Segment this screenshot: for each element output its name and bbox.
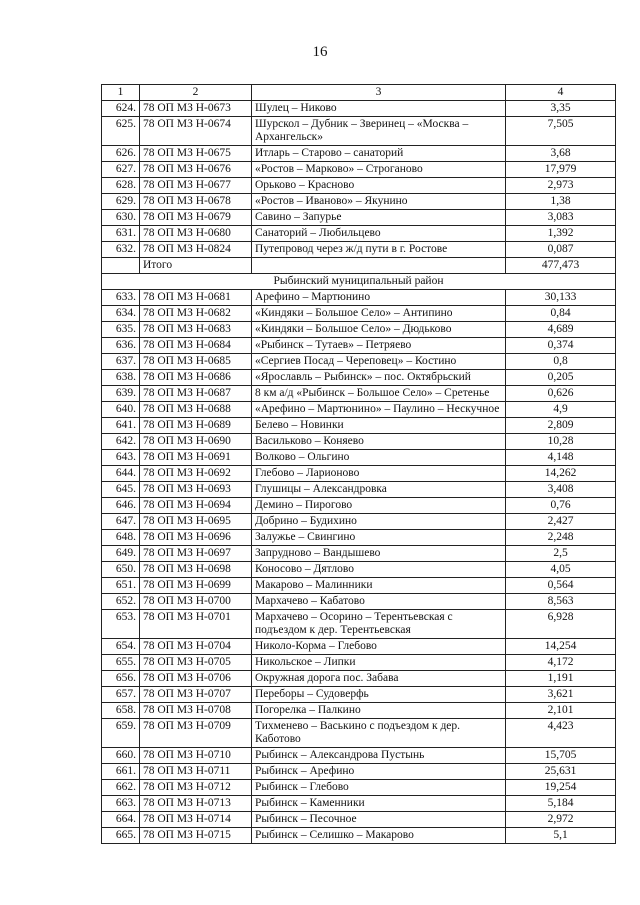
table-row bbox=[102, 546, 616, 562]
road-name: «Киндяки – Большое Село» – Антипино bbox=[252, 306, 506, 322]
road-length: 0,76 bbox=[506, 498, 616, 514]
row-number: 629. bbox=[102, 194, 140, 210]
road-length: 2,101 bbox=[506, 703, 616, 719]
table-row bbox=[102, 162, 616, 178]
table-row bbox=[102, 402, 616, 418]
road-name: Рыбинск – Александрова Пустынь bbox=[252, 748, 506, 764]
row-number: 648. bbox=[102, 530, 140, 546]
road-name: Рыбинск – Глебово bbox=[252, 780, 506, 796]
road-length: 3,083 bbox=[506, 210, 616, 226]
road-length: 0,564 bbox=[506, 578, 616, 594]
total-row bbox=[102, 258, 616, 274]
road-name: Рыбинск – Песочное bbox=[252, 812, 506, 828]
road-length: 6,928 bbox=[506, 610, 616, 639]
road-id: 78 ОП МЗ Н-0707 bbox=[140, 687, 252, 703]
roads-table-body bbox=[102, 85, 616, 844]
road-id: 78 ОП МЗ Н-0698 bbox=[140, 562, 252, 578]
road-length: 1,38 bbox=[506, 194, 616, 210]
road-name: Залужье – Свингино bbox=[252, 530, 506, 546]
road-length: 1,392 bbox=[506, 226, 616, 242]
road-length: 14,254 bbox=[506, 639, 616, 655]
road-name: Рыбинск – Каменники bbox=[252, 796, 506, 812]
row-number: 640. bbox=[102, 402, 140, 418]
road-length: 0,8 bbox=[506, 354, 616, 370]
road-length: 0,374 bbox=[506, 338, 616, 354]
road-length: 5,1 bbox=[506, 828, 616, 844]
road-name: Волково – Ольгино bbox=[252, 450, 506, 466]
road-name: Мархачево – Осорино – Терентьевская с подъездом к дер. Терентьевская bbox=[252, 610, 506, 639]
road-length: 3,68 bbox=[506, 146, 616, 162]
road-id: 78 ОП МЗ Н-0686 bbox=[140, 370, 252, 386]
road-id: 78 ОП МЗ Н-0675 bbox=[140, 146, 252, 162]
total-spacer bbox=[102, 258, 140, 274]
road-length: 2,809 bbox=[506, 418, 616, 434]
table-row bbox=[102, 719, 616, 748]
row-number: 628. bbox=[102, 178, 140, 194]
road-name: Коносово – Дятлово bbox=[252, 562, 506, 578]
road-id: 78 ОП МЗ Н-0685 bbox=[140, 354, 252, 370]
road-id: 78 ОП МЗ Н-0691 bbox=[140, 450, 252, 466]
row-number: 654. bbox=[102, 639, 140, 655]
road-id: 78 ОП МЗ Н-0701 bbox=[140, 610, 252, 639]
roads-table bbox=[101, 84, 616, 844]
table-row bbox=[102, 418, 616, 434]
road-length: 5,184 bbox=[506, 796, 616, 812]
row-number: 665. bbox=[102, 828, 140, 844]
total-label: Итого bbox=[140, 258, 252, 274]
row-number: 644. bbox=[102, 466, 140, 482]
road-length: 17,979 bbox=[506, 162, 616, 178]
table-row bbox=[102, 354, 616, 370]
road-id: 78 ОП МЗ Н-0711 bbox=[140, 764, 252, 780]
road-name: Арефино – Мартюнино bbox=[252, 290, 506, 306]
row-number: 627. bbox=[102, 162, 140, 178]
road-name: Санаторий – Любильцево bbox=[252, 226, 506, 242]
road-name: Васильково – Коняево bbox=[252, 434, 506, 450]
row-number: 649. bbox=[102, 546, 140, 562]
road-length: 2,972 bbox=[506, 812, 616, 828]
table-row bbox=[102, 828, 616, 844]
table-row bbox=[102, 687, 616, 703]
table-row bbox=[102, 242, 616, 258]
table-row bbox=[102, 594, 616, 610]
road-length: 2,427 bbox=[506, 514, 616, 530]
road-id: 78 ОП МЗ Н-0677 bbox=[140, 178, 252, 194]
road-length: 14,262 bbox=[506, 466, 616, 482]
section-row bbox=[102, 274, 616, 290]
table-row bbox=[102, 812, 616, 828]
road-name: 8 км а/д «Рыбинск – Большое Село» – Сретенье bbox=[252, 386, 506, 402]
road-length: 4,9 bbox=[506, 402, 616, 418]
row-number: 631. bbox=[102, 226, 140, 242]
header-cell: 1 bbox=[102, 85, 140, 101]
road-name: Шурскол – Дубник – Зверинец – «Москва – Архангельск» bbox=[252, 117, 506, 146]
road-length: 0,087 bbox=[506, 242, 616, 258]
road-name: «Ярославль – Рыбинск» – пос. Октябрьский bbox=[252, 370, 506, 386]
section-title: Рыбинский муниципальный район bbox=[102, 274, 616, 290]
table-row bbox=[102, 117, 616, 146]
table-header-row bbox=[102, 85, 616, 101]
row-number: 659. bbox=[102, 719, 140, 748]
table-row bbox=[102, 146, 616, 162]
table-row bbox=[102, 322, 616, 338]
road-length: 2,248 bbox=[506, 530, 616, 546]
row-number: 633. bbox=[102, 290, 140, 306]
road-name: Запрудново – Вандышево bbox=[252, 546, 506, 562]
road-id: 78 ОП МЗ Н-0696 bbox=[140, 530, 252, 546]
road-name: Рыбинск – Арефино bbox=[252, 764, 506, 780]
row-number: 639. bbox=[102, 386, 140, 402]
header-cell: 3 bbox=[252, 85, 506, 101]
road-id: 78 ОП МЗ Н-0715 bbox=[140, 828, 252, 844]
road-length: 0,205 bbox=[506, 370, 616, 386]
road-id: 78 ОП МЗ Н-0710 bbox=[140, 748, 252, 764]
table-row bbox=[102, 514, 616, 530]
road-id: 78 ОП МЗ Н-0683 bbox=[140, 322, 252, 338]
row-number: 650. bbox=[102, 562, 140, 578]
road-name: Путепровод через ж/д пути в г. Ростове bbox=[252, 242, 506, 258]
total-value: 477,473 bbox=[506, 258, 616, 274]
road-id: 78 ОП МЗ Н-0706 bbox=[140, 671, 252, 687]
road-name: Шулец – Никово bbox=[252, 101, 506, 117]
row-number: 630. bbox=[102, 210, 140, 226]
row-number: 643. bbox=[102, 450, 140, 466]
road-length: 3,408 bbox=[506, 482, 616, 498]
road-id: 78 ОП МЗ Н-0674 bbox=[140, 117, 252, 146]
road-length: 4,172 bbox=[506, 655, 616, 671]
road-id: 78 ОП МЗ Н-0684 bbox=[140, 338, 252, 354]
table-row bbox=[102, 482, 616, 498]
table-row bbox=[102, 703, 616, 719]
row-number: 632. bbox=[102, 242, 140, 258]
row-number: 624. bbox=[102, 101, 140, 117]
table-row bbox=[102, 562, 616, 578]
road-id: 78 ОП МЗ Н-0705 bbox=[140, 655, 252, 671]
table-row bbox=[102, 101, 616, 117]
table-row bbox=[102, 748, 616, 764]
road-name: Глушицы – Александровка bbox=[252, 482, 506, 498]
road-length: 3,621 bbox=[506, 687, 616, 703]
road-name: Глебово – Ларионово bbox=[252, 466, 506, 482]
road-length: 8,563 bbox=[506, 594, 616, 610]
table-row bbox=[102, 306, 616, 322]
table-row bbox=[102, 796, 616, 812]
road-name: Мархачево – Кабатово bbox=[252, 594, 506, 610]
table-row bbox=[102, 655, 616, 671]
row-number: 655. bbox=[102, 655, 140, 671]
row-number: 662. bbox=[102, 780, 140, 796]
table-row bbox=[102, 338, 616, 354]
row-number: 651. bbox=[102, 578, 140, 594]
road-name: Демино – Пирогово bbox=[252, 498, 506, 514]
road-id: 78 ОП МЗ Н-0700 bbox=[140, 594, 252, 610]
table-row bbox=[102, 386, 616, 402]
road-length: 30,133 bbox=[506, 290, 616, 306]
row-number: 636. bbox=[102, 338, 140, 354]
table-row bbox=[102, 194, 616, 210]
road-id: 78 ОП МЗ Н-0690 bbox=[140, 434, 252, 450]
road-id: 78 ОП МЗ Н-0681 bbox=[140, 290, 252, 306]
road-name: «Ростов – Марково» – Строганово bbox=[252, 162, 506, 178]
road-length: 10,28 bbox=[506, 434, 616, 450]
row-number: 646. bbox=[102, 498, 140, 514]
road-id: 78 ОП МЗ Н-0697 bbox=[140, 546, 252, 562]
road-id: 78 ОП МЗ Н-0708 bbox=[140, 703, 252, 719]
road-name: «Киндяки – Большое Село» – Дюдьково bbox=[252, 322, 506, 338]
table-row bbox=[102, 434, 616, 450]
row-number: 652. bbox=[102, 594, 140, 610]
row-number: 635. bbox=[102, 322, 140, 338]
row-number: 657. bbox=[102, 687, 140, 703]
row-number: 653. bbox=[102, 610, 140, 639]
road-name: «Рыбинск – Тутаев» – Петряево bbox=[252, 338, 506, 354]
table-row bbox=[102, 466, 616, 482]
table-row bbox=[102, 764, 616, 780]
row-number: 647. bbox=[102, 514, 140, 530]
road-id: 78 ОП МЗ Н-0673 bbox=[140, 101, 252, 117]
table-row bbox=[102, 639, 616, 655]
table-row bbox=[102, 610, 616, 639]
road-id: 78 ОП МЗ Н-0678 bbox=[140, 194, 252, 210]
row-number: 637. bbox=[102, 354, 140, 370]
road-id: 78 ОП МЗ Н-0679 bbox=[140, 210, 252, 226]
road-length: 19,254 bbox=[506, 780, 616, 796]
road-id: 78 ОП МЗ Н-0713 bbox=[140, 796, 252, 812]
row-number: 661. bbox=[102, 764, 140, 780]
road-name: Погорелка – Палкино bbox=[252, 703, 506, 719]
row-number: 656. bbox=[102, 671, 140, 687]
total-spacer bbox=[252, 258, 506, 274]
road-name: Переборы – Судоверфь bbox=[252, 687, 506, 703]
road-length: 4,423 bbox=[506, 719, 616, 748]
row-number: 658. bbox=[102, 703, 140, 719]
road-id: 78 ОП МЗ Н-0824 bbox=[140, 242, 252, 258]
row-number: 626. bbox=[102, 146, 140, 162]
row-number: 663. bbox=[102, 796, 140, 812]
road-id: 78 ОП МЗ Н-0712 bbox=[140, 780, 252, 796]
road-id: 78 ОП МЗ Н-0687 bbox=[140, 386, 252, 402]
table-row bbox=[102, 530, 616, 546]
road-id: 78 ОП МЗ Н-0704 bbox=[140, 639, 252, 655]
road-name: Белево – Новинки bbox=[252, 418, 506, 434]
table-row bbox=[102, 226, 616, 242]
road-name: Рыбинск – Селишко – Макарово bbox=[252, 828, 506, 844]
road-id: 78 ОП МЗ Н-0689 bbox=[140, 418, 252, 434]
row-number: 638. bbox=[102, 370, 140, 386]
road-id: 78 ОП МЗ Н-0695 bbox=[140, 514, 252, 530]
road-length: 2,5 bbox=[506, 546, 616, 562]
row-number: 660. bbox=[102, 748, 140, 764]
row-number: 625. bbox=[102, 117, 140, 146]
row-number: 642. bbox=[102, 434, 140, 450]
road-length: 25,631 bbox=[506, 764, 616, 780]
road-length: 15,705 bbox=[506, 748, 616, 764]
row-number: 641. bbox=[102, 418, 140, 434]
header-cell: 2 bbox=[140, 85, 252, 101]
road-length: 0,626 bbox=[506, 386, 616, 402]
road-length: 4,148 bbox=[506, 450, 616, 466]
road-name: «Ростов – Иваново» – Якунино bbox=[252, 194, 506, 210]
table-row bbox=[102, 210, 616, 226]
road-length: 4,05 bbox=[506, 562, 616, 578]
table-row bbox=[102, 780, 616, 796]
road-name: Окружная дорога пос. Забава bbox=[252, 671, 506, 687]
row-number: 664. bbox=[102, 812, 140, 828]
table-row bbox=[102, 290, 616, 306]
table-row bbox=[102, 450, 616, 466]
row-number: 634. bbox=[102, 306, 140, 322]
road-name: Савино – Запурье bbox=[252, 210, 506, 226]
table-row bbox=[102, 578, 616, 594]
road-name: Итларь – Старово – санаторий bbox=[252, 146, 506, 162]
road-name: Никольское – Липки bbox=[252, 655, 506, 671]
road-id: 78 ОП МЗ Н-0692 bbox=[140, 466, 252, 482]
road-id: 78 ОП МЗ Н-0693 bbox=[140, 482, 252, 498]
road-length: 0,84 bbox=[506, 306, 616, 322]
road-name: Николо-Корма – Глебово bbox=[252, 639, 506, 655]
road-id: 78 ОП МЗ Н-0688 bbox=[140, 402, 252, 418]
road-name: «Сергиев Посад – Череповец» – Костино bbox=[252, 354, 506, 370]
road-length: 1,191 bbox=[506, 671, 616, 687]
row-number: 645. bbox=[102, 482, 140, 498]
road-id: 78 ОП МЗ Н-0714 bbox=[140, 812, 252, 828]
road-length: 2,973 bbox=[506, 178, 616, 194]
road-id: 78 ОП МЗ Н-0676 bbox=[140, 162, 252, 178]
table-row bbox=[102, 671, 616, 687]
road-id: 78 ОП МЗ Н-0682 bbox=[140, 306, 252, 322]
road-name: Орьково – Красново bbox=[252, 178, 506, 194]
road-id: 78 ОП МЗ Н-0709 bbox=[140, 719, 252, 748]
page-number: 16 bbox=[312, 44, 328, 60]
road-name: Тихменево – Васькино с подъездом к дер. Каботово bbox=[252, 719, 506, 748]
road-name: Добрино – Будихино bbox=[252, 514, 506, 530]
road-length: 4,689 bbox=[506, 322, 616, 338]
road-id: 78 ОП МЗ Н-0680 bbox=[140, 226, 252, 242]
road-id: 78 ОП МЗ Н-0694 bbox=[140, 498, 252, 514]
table-row bbox=[102, 178, 616, 194]
road-name: «Арефино – Мартюнино» – Паулино – Нескучное bbox=[252, 402, 506, 418]
table-row bbox=[102, 498, 616, 514]
table-row bbox=[102, 370, 616, 386]
road-length: 7,505 bbox=[506, 117, 616, 146]
road-name: Макарово – Малинники bbox=[252, 578, 506, 594]
road-id: 78 ОП МЗ Н-0699 bbox=[140, 578, 252, 594]
header-cell: 4 bbox=[506, 85, 616, 101]
road-length: 3,35 bbox=[506, 101, 616, 117]
